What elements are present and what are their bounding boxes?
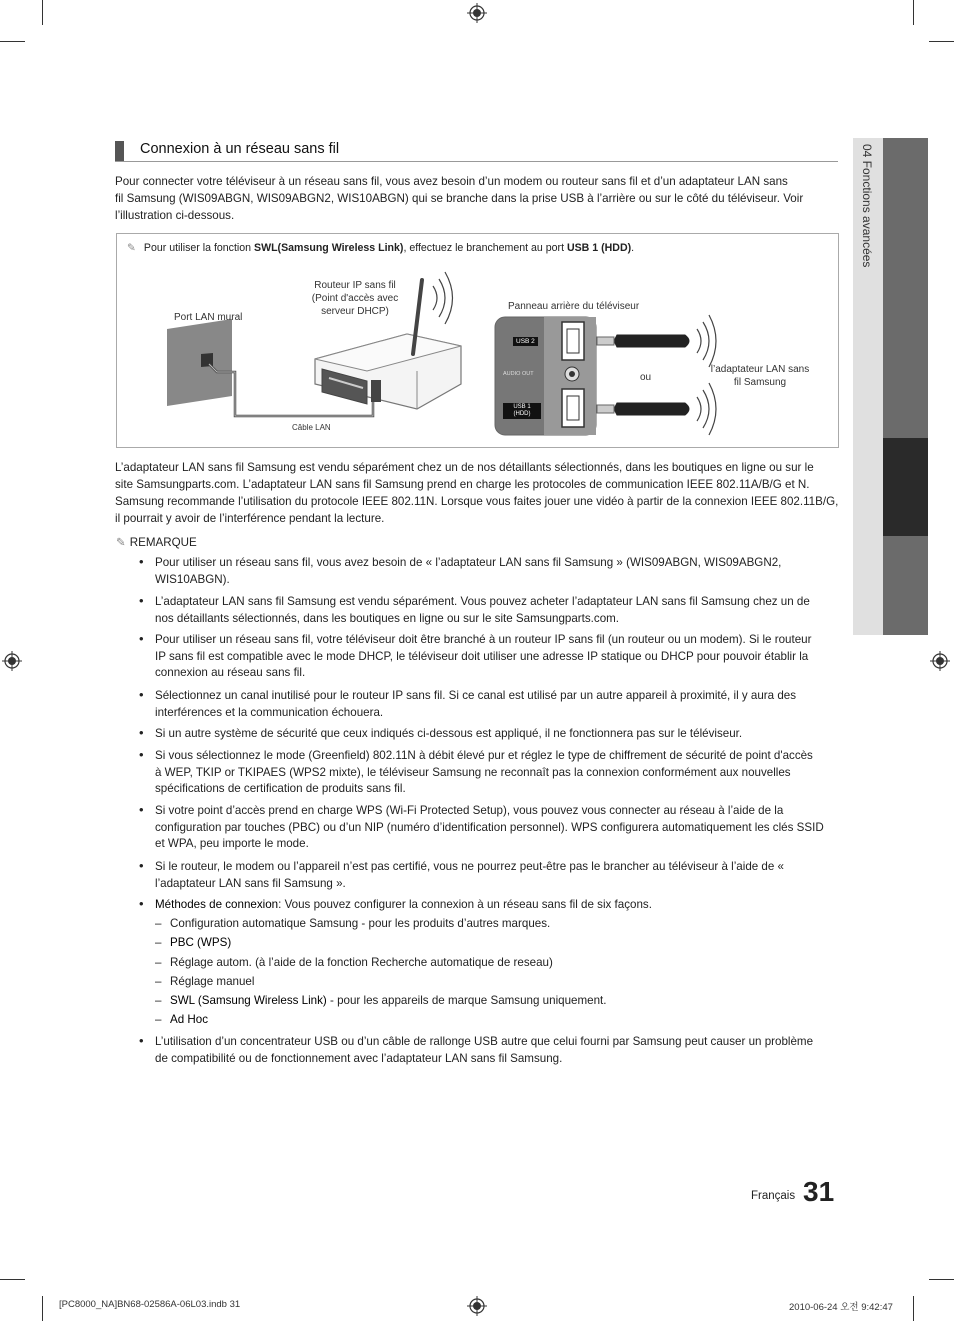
list-item [155,688,835,721]
text-line: l’adaptateur LAN sans fil Samsung ». [155,876,346,890]
method-item [170,955,553,972]
text-line: il pourrait y avoir de l’interférence pendant la lecture. [115,512,385,525]
list-item [155,594,835,627]
note-text: , effectuez le branchement au port [403,242,567,254]
chapter-tab-block [883,138,928,438]
method-item [170,1012,208,1029]
text-line: et WPA, peu importe le mode. [155,837,309,851]
list-item [155,748,835,798]
text-line: connexion au réseau sans fil. [155,666,306,680]
pencil-icon: ✎ [116,536,126,549]
text-line: Pour utiliser un réseau sans fil, vous avez besoin de « l’adaptateur LAN sans fil Samsung » (WIS09ABGN, WIS09ABGN2, [155,556,782,569]
crop-mark [0,41,25,42]
diagram-graphics [117,234,838,447]
page-number: 31 [803,1176,835,1207]
bullet-icon: • [139,725,144,740]
method-bold: Ad Hoc [170,1013,209,1026]
methods-item [155,897,835,914]
print-slug-right: 2010-06-24 오전 9:42:47 [789,1302,893,1313]
text-line: l’illustration ci-dessous. [115,209,235,222]
router-label-line: serveur DHCP) [321,306,389,317]
text-line: Si vous sélectionnez le mode (Greenfield) 802.11N à débit élevé pur et réglez le type de chiffrement de sécurité de point d'accès [155,749,813,762]
text-line: Samsung recommande l’utilisation du protocole IEEE 802.11N. Lorsque vous faites jouer une vidéo à partir de la connexion IEEE 802.11B/G, [115,495,839,508]
text-line: spécifications de certification de produits sans fil. [155,782,406,796]
crop-mark [0,1279,25,1280]
text-line: Si votre point d’accès prend en charge WPS (Wi-Fi Protected Setup), vous pouvez vous connecter au réseau à l’aide de la [155,804,784,817]
text-line: WIS10ABGN). [155,572,230,586]
text-line: de compatibilité ou de fonctionnement avec l’adaptateur LAN sans fil Samsung. [155,1051,563,1065]
usb1-label-line: (HDD) [513,411,531,417]
section-header [115,139,838,162]
print-slug-left: [PC8000_NA]BN68-02586A-06L03.indb 31 [59,1299,241,1310]
wall-plate [167,319,232,406]
text-line: à WEP, TKIP or TKIPAES (WPS2 mixte), le téléviseur Samsung ne reconnaît pas la connexion conformément aux nouvelles [155,765,791,779]
chapter-tab-label: 04 Fonctions avancées [860,144,874,268]
dash-icon: – [155,956,162,969]
crop-mark [913,1296,914,1321]
registration-mark-icon [467,1296,487,1316]
chapter-tab-active [883,438,928,536]
text-line: interférences et la communication échouera. [155,705,384,719]
connection-diagram [116,233,839,448]
note-bold: SWL(Samsung Wireless Link) [254,242,404,254]
dash-icon: – [155,936,162,949]
method-text: Réglage manuel [170,975,255,988]
router-label-line: Routeur IP sans fil [314,280,396,291]
crop-mark [929,41,954,42]
bullet-icon: • [139,896,144,911]
method-bold: PBC (WPS) [170,936,232,949]
list-item [155,803,835,853]
registration-mark-icon [467,3,487,23]
list-item [155,555,835,588]
text-line: IP sans fil est compatible avec le mode DHCP, le téléviseur doit utiliser une adresse IP statique ou DHCP pour pouvoir établir la [155,649,809,663]
usb2-port [562,322,584,360]
text-line: Sélectionnez un canal inutilisé pour le routeur IP sans fil. Si ce canal est utilisé par un autre appareil à proximité, il y aura des [155,689,797,702]
note-text: . [631,242,635,254]
crop-mark [42,1296,43,1321]
note-bold: USB 1 (HDD) [566,242,632,254]
remarks-label: REMARQUE [129,536,197,549]
text-line: L’utilisation d’un concentrateur USB ou d’un câble de rallonge USB autre que celui fourni par Samsung peut causer un problème [155,1035,814,1048]
text-line: site Samsungparts.com. L’adaptateur LAN sans fil Samsung prend en charge les protocoles de communication IEEE 802.11A/B/G et N. [115,478,810,491]
tv-panel-label: Panneau arrière du téléviseur [508,301,640,312]
adapter-label-line: fil Samsung [733,377,787,388]
wall-port-label: Port LAN mural [174,312,243,323]
list-item [155,859,835,892]
list-item [155,726,835,743]
bullet-icon: • [139,802,144,817]
bullet-icon: • [139,747,144,762]
note-text: Pour utiliser la fonction [143,242,255,254]
dash-icon: – [155,994,162,1007]
text-line: Pour utiliser un réseau sans fil, votre téléviseur doit être branché à un routeur IP sans fil (un routeur ou un modem). Si le routeur [155,633,812,646]
method-text: Réglage autom. (à l’aide de la fonction Recherche automatique de reseau) [170,956,553,969]
section-marker [115,141,124,161]
text-line: Pour connecter votre téléviseur à un réseau sans fil, vous avez besoin d’un modem ou routeur sans fil et d’un adaptateur LAN sans [115,175,788,188]
registration-mark-icon [930,651,950,671]
list-item [155,632,835,682]
section-title: Connexion à un réseau sans fil [140,141,340,157]
adapter-label [705,363,815,389]
router-label [305,279,405,318]
remarks-heading [116,535,197,552]
intro-paragraph [115,173,803,224]
crop-mark [42,0,43,25]
methods-label: Méthodes de connexion [155,898,279,911]
usb1-port [562,389,584,427]
usb1-label-line: USB 1 [513,404,531,410]
audio-out-label: AUDIO OUT [503,371,534,377]
crop-mark [913,0,914,25]
method-text: Configuration automatique Samsung - pour les produits d’autres marques. [170,917,551,930]
method-item [170,993,606,1010]
bullet-icon: • [139,858,144,873]
text-line: nos détaillants sélectionnés, dans les boutiques en ligne ou sur le site Samsungparts.com. [155,611,620,625]
bullet-icon: • [139,687,144,702]
pencil-icon: ✎ [127,242,136,254]
bullet-icon: • [139,593,144,608]
cable-label: Câble LAN [292,423,331,432]
text-line: configuration par touches (PBC) ou d’un NIP (numéro d’identification personnel). WPS configurera automatiquement les clés SSID [155,820,824,834]
footer-language: Français [751,1190,796,1202]
method-text: - pour les appareils de marque Samsung uniquement. [326,994,607,1007]
chapter-tab [853,138,928,635]
method-item [170,974,254,991]
text-line: L’adaptateur LAN sans fil Samsung est vendu séparément. Vous pouvez acheter l’adaptateur LAN sans fil Samsung chez un de [155,595,810,608]
methods-text: : Vous pouvez configurer la connexion à un réseau sans fil de six façons. [278,898,652,911]
usb2-label: USB 2 [513,337,538,346]
dash-icon: – [155,1013,162,1026]
method-item [170,916,550,933]
usb1-label [503,403,541,419]
adapter-paragraph [115,459,838,527]
crop-mark [929,1279,954,1280]
text-line: Si le routeur, le modem ou l’appareil n’est pas certifié, vous ne pourrez peut-être pas le brancher au téléviseur à l’aide de « [155,860,784,873]
text-line: L’adaptateur LAN sans fil Samsung est vendu séparément chez un de nos détaillants sélectionnés, dans les boutiques en ligne ou sur le [115,461,814,474]
dash-icon: – [155,975,162,988]
method-item [170,935,231,952]
bullet-icon: • [139,554,144,569]
chapter-tab-block [883,536,928,635]
text-line: Si un autre système de sécurité que ceux indiqués ci-dessous est appliqué, il ne fonctionnera pas sur le téléviseur. [155,727,743,740]
text-line: fil Samsung (WIS09ABGN, WIS09ABGN2, WIS10ABGN) qui se branche dans la prise USB à l’arrière ou sur le côté du téléviseur. Voir [115,192,804,205]
bullet-icon: • [139,631,144,646]
registration-mark-icon [2,651,22,671]
adapter-label-line: l’adaptateur LAN sans [710,364,810,375]
or-label: ou [640,372,652,383]
bullet-icon: • [139,1033,144,1048]
router-label-line: (Point d'accès avec [311,293,399,304]
dash-icon: – [155,917,162,930]
method-bold: SWL (Samsung Wireless Link) [170,994,327,1007]
list-item [155,1034,835,1067]
